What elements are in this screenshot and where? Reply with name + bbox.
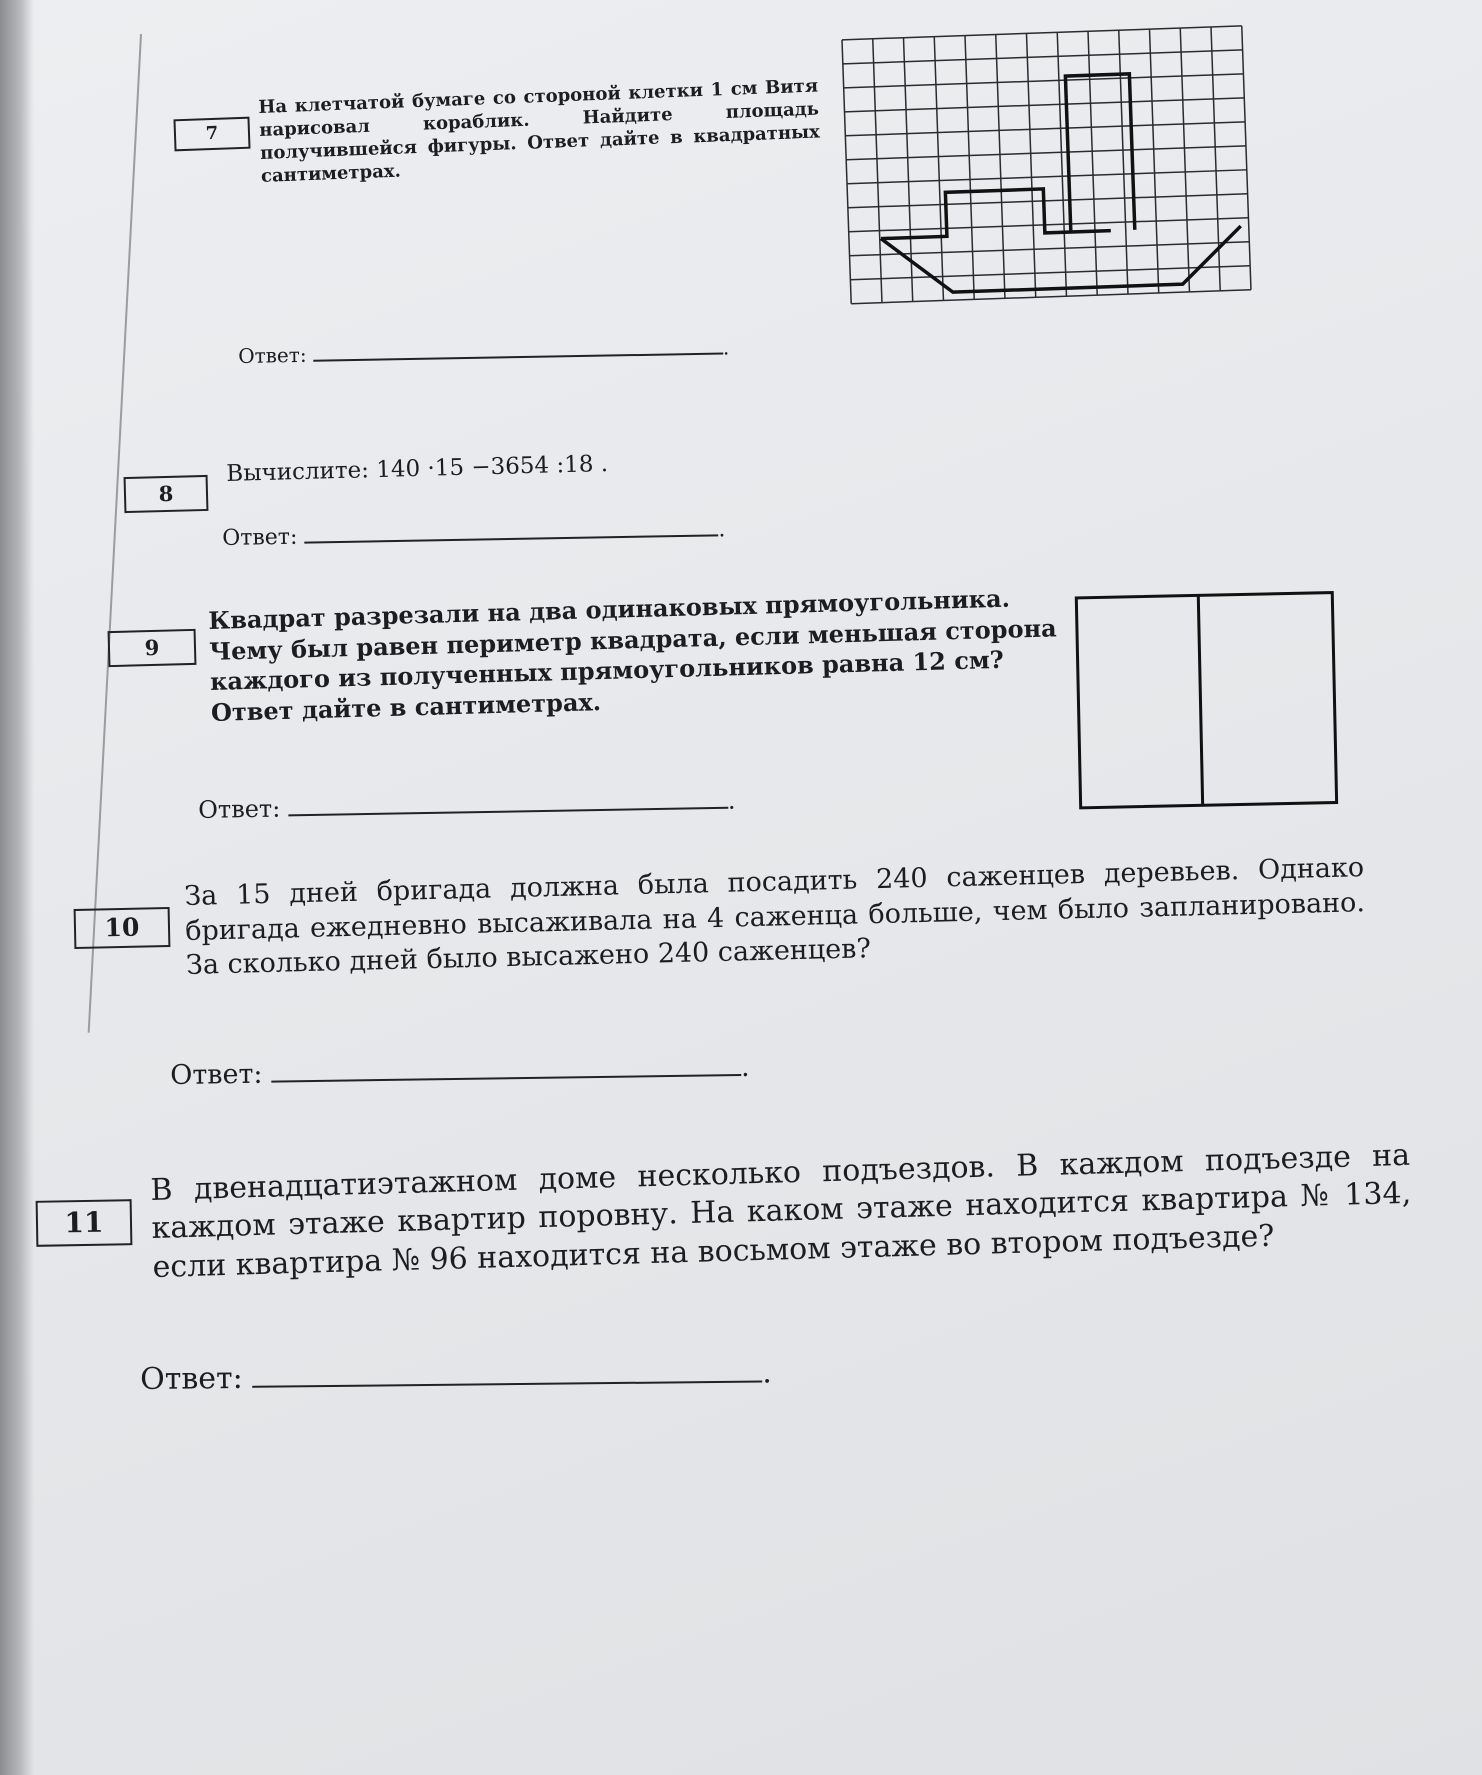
task-number-box: 8 [124,475,209,513]
answer-label: Ответ: [238,342,307,368]
grid-line [1242,26,1251,290]
answer-end-dot: . [727,786,736,815]
margin-line [88,34,142,1033]
answer-end-dot: . [740,1051,750,1084]
task-text: В двенадцатиэтажном доме несколько подъездов. В каждом подъезде на каждом этаже квартир поровну. На каком этаже находится квартира № 134, если квартира № 96 находится на восьмом этаже во втором подъезде? [150,1137,1412,1285]
grid-line [934,37,943,301]
grid-line [849,218,1249,232]
grid-line [1119,30,1128,294]
grid-line [848,194,1248,208]
grid-line [842,40,851,304]
grid-line [844,74,1244,88]
grid-line [851,290,1251,304]
answer-input-line[interactable] [252,1380,762,1387]
answer-label: Ответ: [140,1360,243,1397]
answer-row [140,1355,772,1397]
grid-line [1088,31,1097,295]
task-number-box: 10 [74,907,171,949]
grid-line [1180,28,1189,292]
grid-line [873,39,882,303]
answer-row [170,1052,750,1091]
grid-line [850,242,1250,256]
grid-line [845,98,1245,112]
grid-line [996,34,1005,298]
square-split-figure [1072,578,1347,814]
answer-row [238,335,729,368]
task-text: Квадрат разрезали на два одинаковых прямоугольника. Чему был равен периметр квадрата, если меньшая сторона каждого из полученных прямоугольников равна 12 см? Ответ дайте в сантиметрах. [208,583,1057,728]
square-divider [1198,595,1202,805]
answer-row [222,517,726,551]
answer-end-dot: . [718,517,726,543]
answer-end-dot: . [722,335,730,360]
grid-line [846,146,1246,160]
grid-line [847,170,1247,184]
answer-label: Ответ: [222,524,298,551]
grid-line [842,26,1242,40]
grid-line [843,50,1243,64]
answer-end-dot: . [762,1355,772,1391]
grid-line [1057,32,1066,296]
page-edge-shadow [0,0,34,1775]
task-number-box: 9 [108,629,197,667]
answer-row [198,787,736,824]
grid-line [1027,33,1036,297]
square-outline [1076,593,1336,808]
answer-label: Ответ: [198,794,281,824]
task-number-box: 7 [173,117,250,152]
grid-line [845,122,1245,136]
answer-input-line[interactable] [313,353,723,362]
answer-input-line[interactable] [271,1074,741,1083]
answer-input-line[interactable] [304,534,718,543]
task-text: Вычислите: 140 ·15 −3654 :18 . [226,451,609,487]
grid-line [1150,29,1159,293]
ship-sail [879,187,1110,239]
answer-input-line[interactable] [288,807,728,817]
answer-label: Ответ: [170,1058,263,1091]
task-text: На клетчатой бумаге со стороной клетки 1 см Витя нарисовал кораблик. Найдите площадь получившейся фигуры. Ответ дайте в квадратных сантиметрах. [258,75,821,188]
ship-grid-figure [838,25,1288,330]
task-number-box: 11 [36,1199,133,1247]
grid-line [965,36,974,300]
task-text: За 15 дней бригада должна была посадить 240 саженцев деревьев. Однако бригада ежедневно высаживала на 4 саженца больше, чем было запланировано. За сколько дней было высажено 240 саженцев? [184,852,1366,982]
